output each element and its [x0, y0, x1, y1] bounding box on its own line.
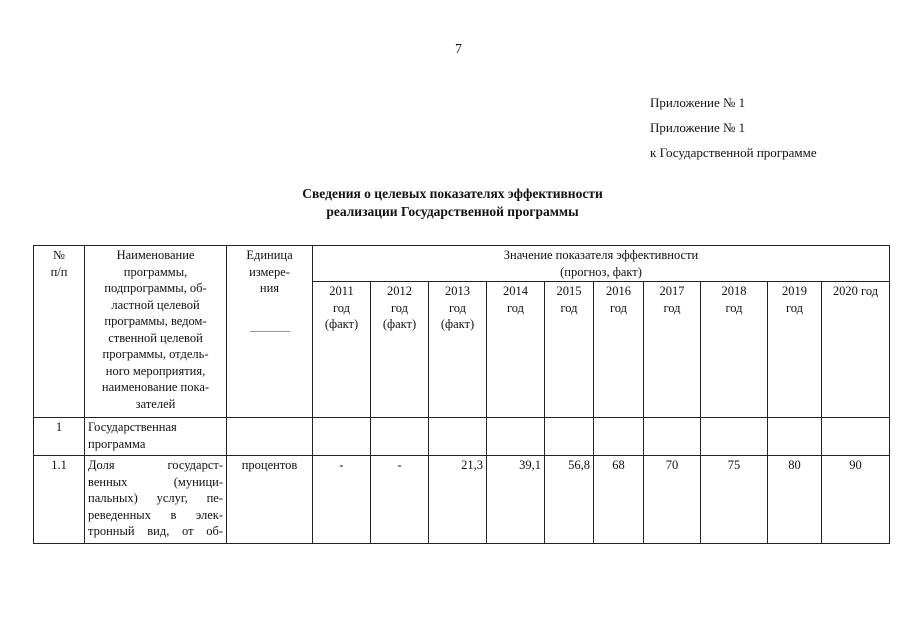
appendix-line-3: к Государственной программе [650, 145, 817, 160]
value-cell: 75 [701, 456, 768, 544]
header-name-line: наименование пока- [101, 380, 210, 394]
row-name-line: Государственная [88, 420, 177, 434]
header-year-2012 [371, 282, 429, 418]
value-cell: - [371, 456, 429, 544]
year-line: 2018 [721, 284, 747, 298]
value-cell [768, 418, 822, 456]
header-name-line: программы, [123, 264, 188, 279]
value-cell [545, 418, 594, 456]
row-name [85, 418, 227, 456]
header-name-line: программы, отдель- [102, 347, 209, 361]
row-name-line: венных (муници- [88, 474, 223, 489]
year-line: год [609, 300, 628, 315]
header-name-line: ного мероприятия, [105, 363, 206, 378]
header-name-line: ластной целевой [111, 297, 200, 312]
header-unit-line: измере- [249, 264, 290, 279]
header-name [85, 246, 227, 418]
row-name-line: Доля государст- [88, 458, 223, 472]
value-cell [644, 418, 701, 456]
value-cell [313, 418, 371, 456]
appendix-line-1: Приложение № 1 [650, 95, 746, 110]
value-cell: 56,8 [545, 456, 594, 544]
row-name-line: тронный вид, от об- [88, 524, 223, 538]
row-number: 1.1 [34, 456, 85, 544]
year-line: год [390, 300, 409, 315]
header-year-2017 [644, 282, 701, 418]
header-name-line: ственной целевой [108, 330, 203, 345]
year-line: 2019 [782, 284, 807, 298]
row-name-line: программа [88, 436, 146, 451]
year-line: год [725, 300, 743, 315]
header-unit [227, 246, 313, 418]
row-number: 1 [34, 418, 85, 456]
year-line: 2015 [556, 284, 582, 298]
value-cell [594, 418, 644, 456]
header-number-line: № [53, 248, 65, 262]
header-value-line: Значение показателя эффективности [503, 248, 699, 262]
year-line: 2020 год [832, 284, 879, 298]
header-number [34, 246, 85, 418]
page-number: 7 [455, 42, 462, 57]
year-line: год [332, 300, 351, 315]
header-unit-line: ния [259, 281, 280, 295]
document-title-line-2: реализации Государственной программы [326, 204, 579, 219]
document-title-line-1: Сведения о целевых показателях эффективности [302, 186, 603, 201]
value-cell [701, 418, 768, 456]
row-unit: процентов [227, 456, 313, 544]
year-line: (факт) [324, 317, 359, 331]
year-line: 2014 [503, 284, 528, 298]
year-line: год [448, 300, 467, 315]
header-year-2013 [429, 282, 487, 418]
year-line: 2013 [445, 284, 470, 298]
header-name-line: Наименование [116, 248, 195, 262]
value-cell: 80 [768, 456, 822, 544]
header-year-2018 [701, 282, 768, 418]
header-year-2016 [594, 282, 644, 418]
year-line: год [506, 300, 525, 315]
table-row [34, 456, 890, 544]
value-cell: 21,3 [429, 456, 487, 544]
year-line: год [560, 300, 578, 315]
row-name-line: реведенных в элек- [88, 507, 223, 522]
header-value [313, 246, 890, 282]
year-line: год [663, 300, 681, 315]
pencil-mark [250, 331, 290, 332]
header-value-line: (прогноз, факт) [560, 264, 642, 279]
year-line: 2011 [329, 284, 354, 298]
value-cell: 90 [822, 456, 890, 544]
row-unit [227, 418, 313, 456]
year-line: (факт) [440, 317, 475, 331]
year-line: (факт) [382, 317, 417, 331]
header-name-line: зателей [135, 396, 176, 411]
value-cell [371, 418, 429, 456]
indicators-table [33, 245, 890, 544]
year-line: 2012 [387, 284, 412, 298]
header-name-line: программы, ведом- [104, 314, 207, 328]
value-cell: 70 [644, 456, 701, 544]
row-name [85, 456, 227, 544]
value-cell: - [313, 456, 371, 544]
year-line: 2017 [659, 284, 685, 298]
header-name-line: подпрограммы, об- [104, 281, 207, 295]
header-unit-line: Единица [246, 248, 293, 262]
header-year-2014 [487, 282, 545, 418]
row-name-line: пальных) услуг, пе- [88, 491, 223, 505]
header-year-2011 [313, 282, 371, 418]
appendix-line-2: Приложение № 1 [650, 120, 746, 135]
value-cell: 39,1 [487, 456, 545, 544]
value-cell [487, 418, 545, 456]
value-cell [429, 418, 487, 456]
header-year-2020 [822, 282, 890, 418]
header-year-2019 [768, 282, 822, 418]
year-line: год [785, 300, 804, 315]
year-line: 2016 [606, 284, 631, 298]
value-cell [822, 418, 890, 456]
value-cell: 68 [594, 456, 644, 544]
table-row [34, 418, 890, 456]
header-year-2015 [545, 282, 594, 418]
header-number-line: п/п [50, 264, 68, 279]
